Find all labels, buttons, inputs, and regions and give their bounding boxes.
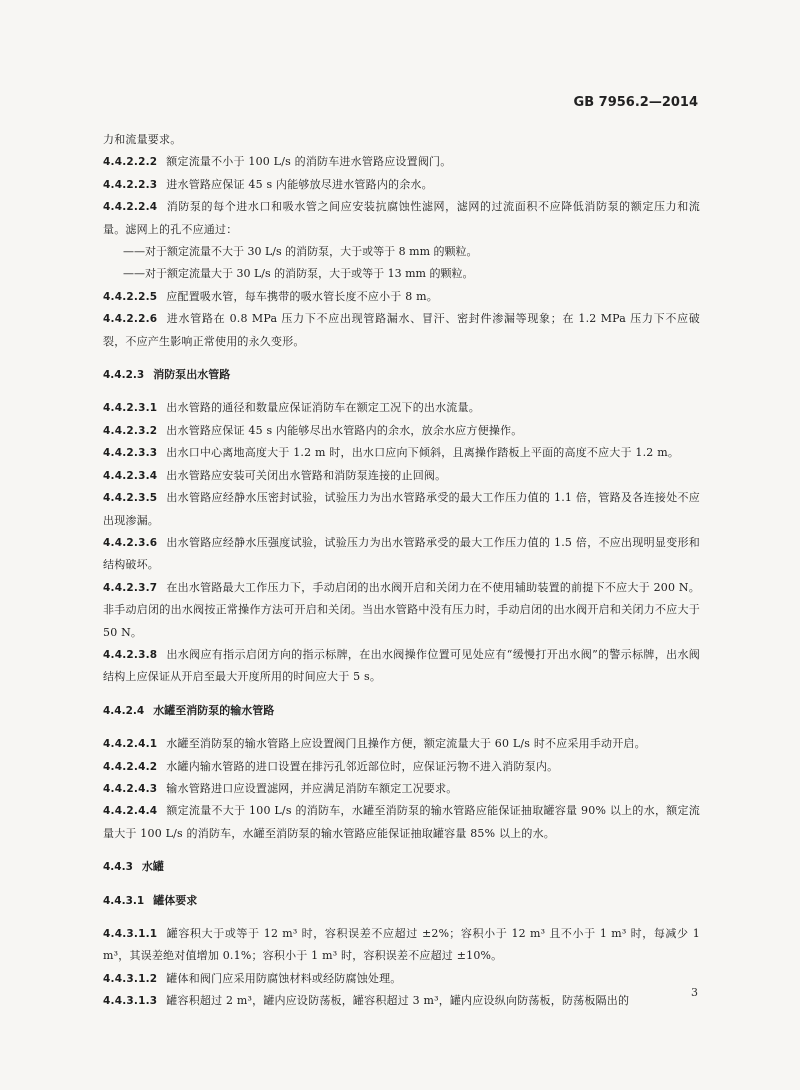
clause-4-4-2-3-5: 4.4.2.3.5 出水管路应经静水压密封试验，试验压力为出水管路承受的最大工作压力值的 1.1 倍，管路及各连接处不应出现渗漏。 (103, 491, 700, 527)
clause-4-4-2-3-3: 4.4.2.3.3 出水口中心离地高度大于 1.2 m 时，出水口应向下倾斜，且离操作踏板上平面的高度不应大于 1.2 m。 (103, 446, 680, 460)
clause-4-4-2-2-5: 4.4.2.2.5 应配置吸水管，每车携带的吸水管长度不应小于 8 m。 (103, 289, 438, 303)
clause-4-4-3-1-2: 4.4.3.1.2 罐体和阀门应采用防腐蚀材料或经防腐蚀处理。 (103, 971, 402, 985)
list-item: ——对于额定流量大于 30 L/s 的消防泵，大于或等于 13 mm 的颗粒。 (123, 267, 474, 281)
clause-4-4-3-1-1: 4.4.3.1.1 罐容积大于或等于 12 m³ 时，容积误差不应超过 ±2%；容积小于 12 m³ 且不小于 1 m³ 时，每减少 1 m³，其误差绝对值增加 0.1%；容积小于 1 m³ 时，容积误差不应超过 ±10%。 (103, 927, 700, 963)
page-number: 3 (691, 986, 698, 999)
list-item: ——对于额定流量不大于 30 L/s 的消防泵，大于或等于 8 mm 的颗粒。 (123, 245, 478, 259)
section-heading-4-4-2-4: 4.4.2.4 水罐至消防泵的输水管路 (103, 703, 275, 717)
clause-4-4-2-3-8: 4.4.2.3.8 出水阀应有指示启闭方向的指示标牌，在出水阀操作位置可见处应有“缓慢打开出水阀”的警示标牌，出水阀结构上应保证从开启至最大开度所用的时间应大于 5 s。 (103, 647, 700, 684)
clause-4-4-2-4-3: 4.4.2.4.3 输水管路进口应设置滤网，并应满足消防车额定工况要求。 (103, 781, 458, 795)
clause-4-4-2-4-4: 4.4.2.4.4 额定流量不大于 100 L/s 的消防车，水罐至消防泵的输水管路应能保证抽取罐容量 90% 以上的水，额定流量大于 100 L/s 的消防车，水罐至消防泵的输水管路应能保证抽取罐容量 85% 以上的水。 (103, 804, 700, 840)
standard-number: GB 7956.2—2014 (573, 95, 698, 110)
clause-4-4-2-3-6: 4.4.2.3.6 出水管路应经静水压强度试验，试验压力为出水管路承受的最大工作压力值的 1.5 倍，不应出现明显变形和结构破坏。 (103, 535, 700, 572)
document-body (103, 129, 700, 1013)
section-heading-4-4-3: 4.4.3 水罐 (103, 860, 164, 874)
clause-4-4-2-2-4: 4.4.2.2.4 消防泵的每个进水口和吸水管之间应安装抗腐蚀性滤网，滤网的过流面积不应降低消防泵的额定压力和流量。滤网上的孔不应通过： (103, 200, 700, 236)
clause-4-4-2-3-4: 4.4.2.3.4 出水管路应安装可关闭出水管路和消防泵连接的止回阀。 (103, 468, 447, 482)
clause-4-4-2-4-1: 4.4.2.4.1 水罐至消防泵的输水管路上应设置阀门且操作方便，额定流量大于 60 L/s 时不应采用手动开启。 (103, 737, 646, 751)
clause-4-4-2-3-1: 4.4.2.3.1 出水管路的通径和数量应保证消防车在额定工况下的出水流量。 (103, 401, 480, 415)
clause-4-4-2-2-3: 4.4.2.2.3 进水管路应保证 45 s 内能够放尽进水管路内的余水。 (103, 177, 433, 191)
clause-4-4-2-2-6: 4.4.2.2.6 进水管路在 0.8 MPa 压力下不应出现管路漏水、冒汗、密封件渗漏等现象；在 1.2 MPa 压力下不应破裂，不应产生影响正常使用的永久变形。 (103, 312, 700, 348)
clause-4-4-2-2-2: 4.4.2.2.2 额定流量不小于 100 L/s 的消防车进水管路应设置阀门。 (103, 155, 452, 169)
section-heading-4-4-2-3: 4.4.2.3 消防泵出水管路 (103, 368, 231, 382)
clause-4-4-2-3-7: 4.4.2.3.7 在出水管路最大工作压力下，手动启闭的出水阀开启和关闭力在不使用辅助装置的前提下不应大于 200 N。非手动启闭的出水阀按正常操作方法可开启和关闭。当出水管路中没有压力时，手动启闭的出水阀开启和关闭力不应大于 50 N。 (103, 580, 700, 639)
clause-4-4-2-4-2: 4.4.2.4.2 水罐内输水管路的进口设置在排污孔邻近部位时，应保证污物不进入消防泵内。 (103, 759, 559, 773)
paragraph: 力和流量要求。 (103, 133, 182, 146)
section-heading-4-4-3-1: 4.4.3.1 罐体要求 (103, 893, 198, 907)
clause-4-4-2-3-2: 4.4.2.3.2 出水管路应保证 45 s 内能够尽出水管路内的余水，放余水应方便操作。 (103, 423, 523, 437)
clause-4-4-3-1-3: 4.4.3.1.3 罐容积超过 2 m³，罐内应设防荡板，罐容积超过 3 m³，罐内应设纵向防荡板，防荡板隔出的 (103, 994, 630, 1008)
